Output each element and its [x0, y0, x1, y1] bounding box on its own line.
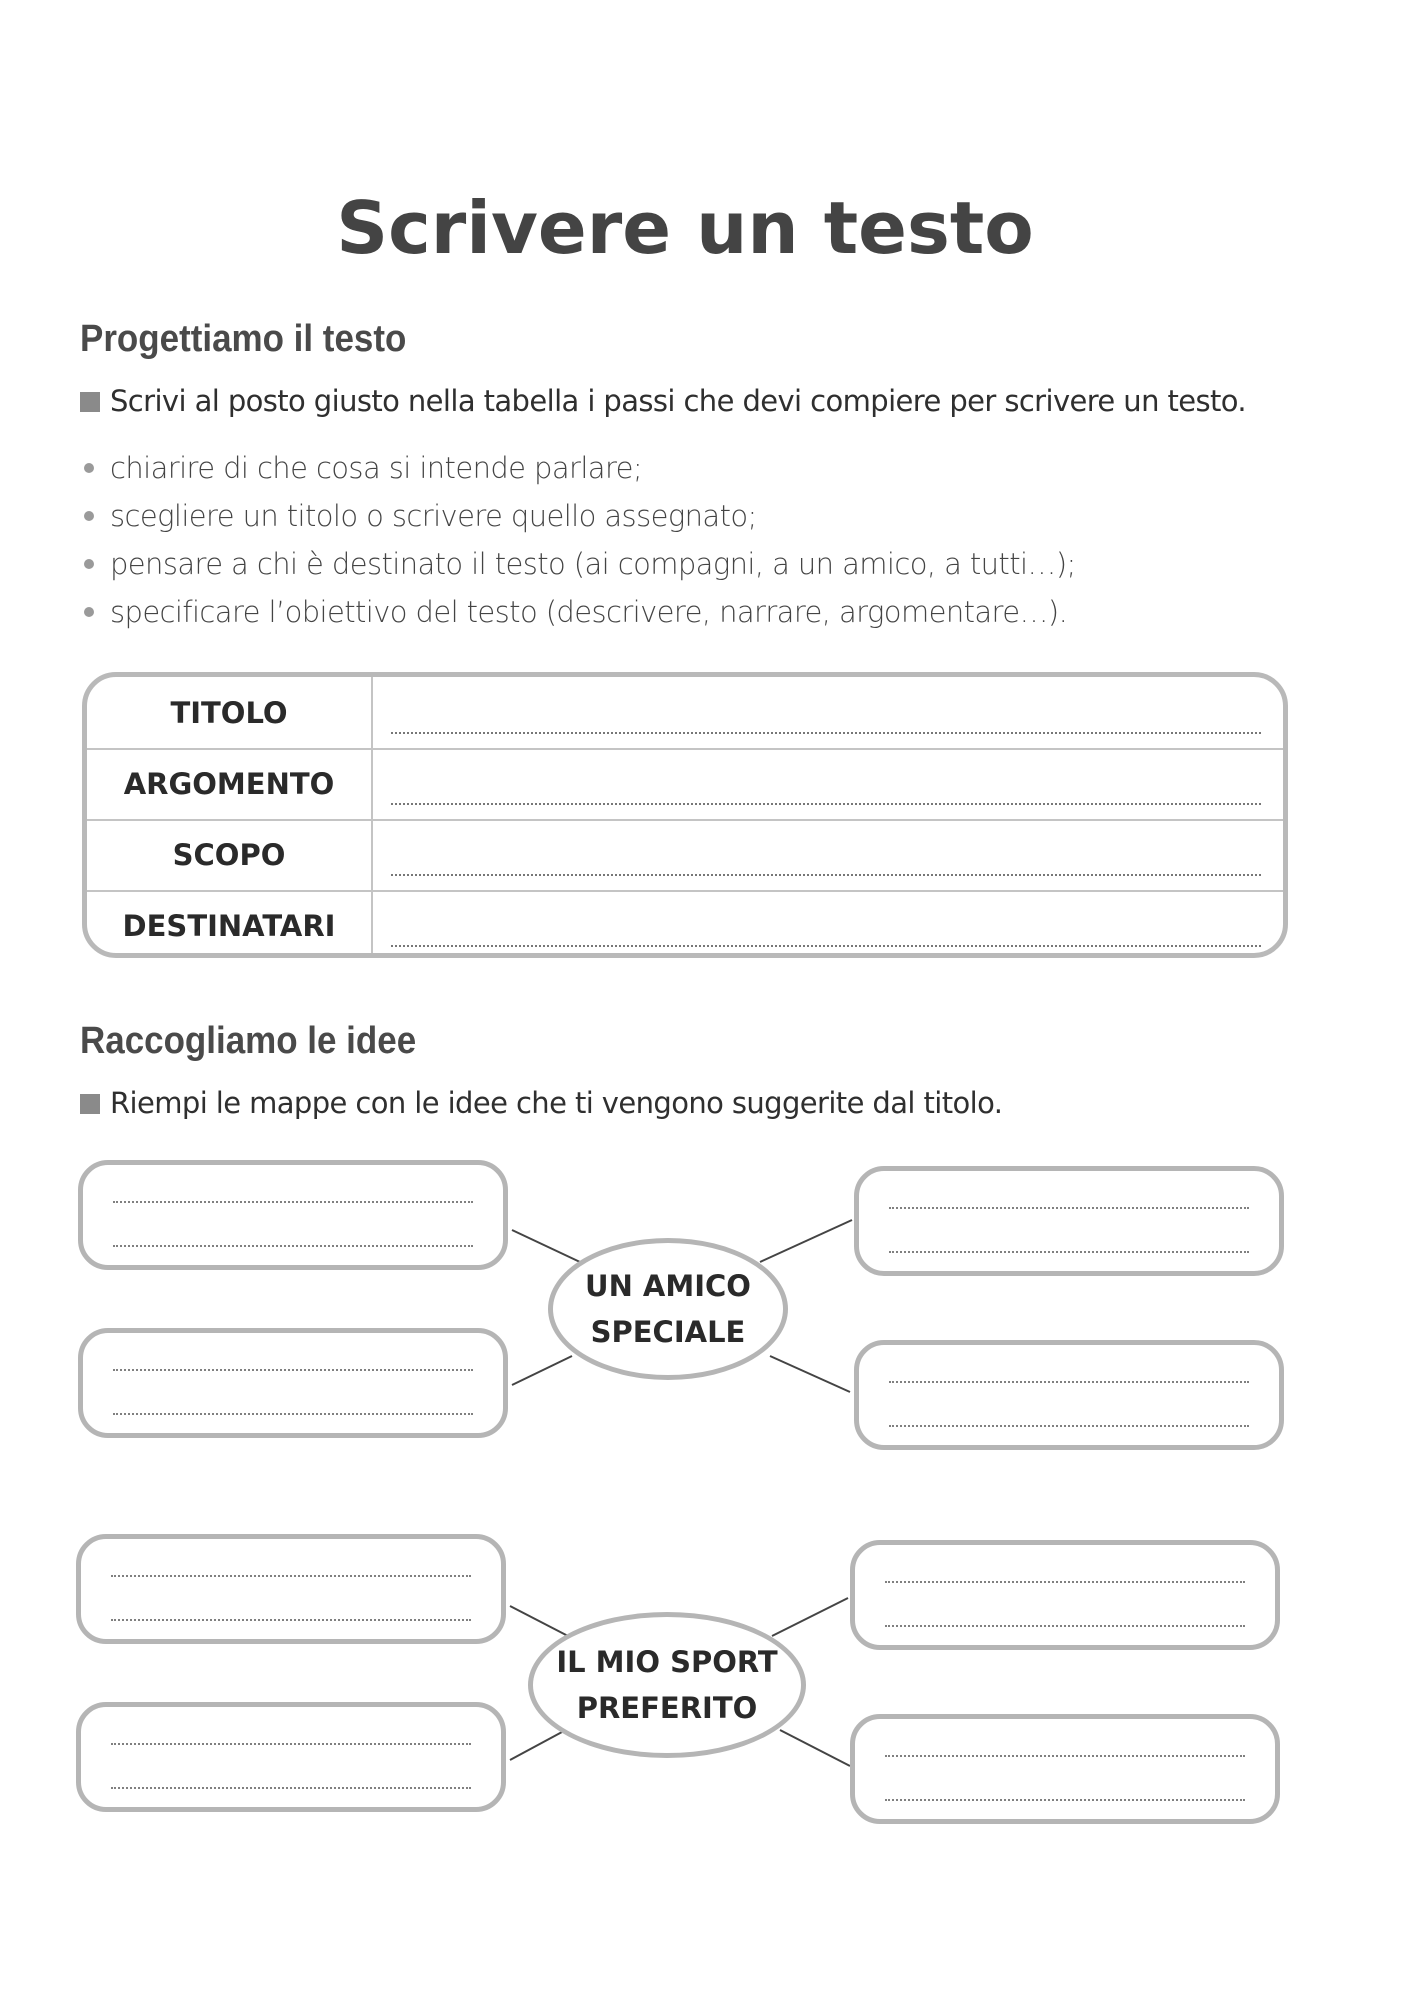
step-text: chiarire di che cosa si intende parlare; — [110, 451, 643, 485]
idea-box-map1-top-left[interactable] — [78, 1160, 508, 1270]
center-label-line1: UN AMICO — [585, 1269, 751, 1303]
center-label-line1: IL MIO SPORT — [556, 1645, 778, 1679]
step-text: pensare a chi è destinato il testo (ai compagni, a un amico, a tutti…); — [110, 547, 1076, 581]
connector-line — [510, 1606, 568, 1636]
section-heading-raccogliamo: Raccogliamo le idee — [80, 1020, 417, 1062]
idea-box-map2-bottom-right[interactable] — [850, 1714, 1280, 1824]
label-titolo: TITOLO — [87, 677, 373, 748]
connector-line — [770, 1356, 850, 1392]
step-text: scegliere un titolo o scrivere quello assegnato; — [110, 499, 757, 533]
connector-line — [760, 1220, 852, 1262]
label-argomento: ARGOMENTO — [87, 748, 373, 819]
page-title: Scrivere un testo — [336, 186, 1034, 270]
center-label-line2: PREFERITO — [576, 1691, 758, 1725]
idea-box-map2-top-right[interactable] — [850, 1540, 1280, 1650]
label-scopo: SCOPO — [87, 819, 373, 890]
connector-line — [772, 1598, 848, 1636]
step-text: specificare l’obiettivo del testo (descrivere, narrare, argomentare…). — [110, 595, 1068, 629]
idea-box-map1-bottom-right[interactable] — [854, 1340, 1284, 1450]
connector-line — [512, 1356, 572, 1385]
connector-line — [512, 1230, 580, 1262]
idea-box-map1-top-right[interactable] — [854, 1166, 1284, 1276]
idea-box-map2-top-left[interactable] — [76, 1534, 506, 1644]
label-destinatari: DESTINATARI — [87, 890, 373, 958]
center-ellipse-map2 — [528, 1612, 806, 1758]
connector-line — [780, 1730, 850, 1766]
center-ellipse-map1 — [548, 1238, 788, 1380]
instruction-2-text: Riempi le mappe con le idee che ti vengono suggerite dal titolo. — [110, 1086, 1003, 1120]
idea-box-map2-bottom-left[interactable] — [76, 1702, 506, 1812]
section-heading-progettiamo: Progettiamo il testo — [80, 318, 407, 360]
center-label-line2: SPECIALE — [590, 1315, 746, 1349]
connector-line — [510, 1732, 562, 1760]
idea-box-map1-bottom-left[interactable] — [78, 1328, 508, 1438]
instruction-1-text: Scrivi al posto giusto nella tabella i passi che devi compiere per scrivere un testo. — [110, 384, 1247, 418]
